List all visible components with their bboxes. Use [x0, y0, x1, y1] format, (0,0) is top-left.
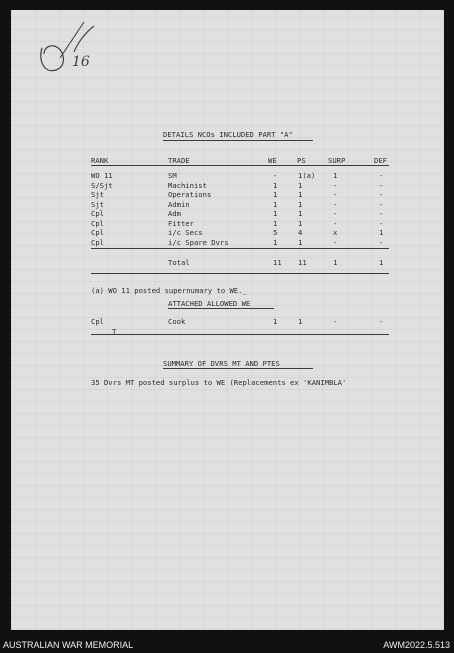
cell-we: 1: [273, 237, 278, 247]
footnote: (a) WO 11 posted supernumary to WE._: [91, 286, 247, 295]
handwritten-annotation: [34, 18, 104, 80]
attached-def: -: [379, 317, 384, 326]
cell-ps: 1: [298, 209, 303, 218]
cell-surp: -: [333, 218, 338, 228]
footer-reference: AWM2022.5.513: [383, 640, 450, 650]
cell-trade: Admin: [168, 199, 190, 209]
cell-we: 1: [273, 199, 278, 209]
column-header-def: DEF: [374, 156, 387, 165]
cell-def: -: [379, 218, 384, 228]
cell-trade: SM: [168, 171, 177, 180]
cell-trade: Machinist: [168, 180, 207, 190]
attached-heading-underline: [168, 308, 274, 309]
cell-def: -: [379, 180, 384, 190]
cell-trade: Adm: [168, 209, 181, 218]
cell-ps: 1(a): [298, 171, 316, 180]
cell-trade: Fitter: [168, 218, 194, 228]
cell-surp: -: [333, 209, 338, 218]
cell-surp: -: [333, 237, 338, 247]
total-ps: 11: [298, 258, 307, 267]
column-header-rank: RANK: [91, 156, 109, 165]
column-header-ps: PS: [297, 156, 306, 165]
cell-we: -: [273, 171, 278, 180]
cell-surp: 1: [333, 171, 338, 180]
total-bottom-rule: [91, 273, 389, 274]
cell-rank: Sjt: [91, 190, 104, 199]
cell-we: 1: [273, 180, 278, 190]
cell-def: -: [379, 209, 384, 218]
cell-ps: 1: [298, 218, 303, 228]
attached-trade: Cook: [168, 317, 186, 326]
cell-ps: 1: [298, 199, 303, 209]
cell-surp: -: [333, 199, 338, 209]
cell-surp: -: [333, 190, 338, 199]
cell-trade: i/c Secs: [168, 228, 203, 237]
cell-rank: Cpl: [91, 228, 104, 237]
summary-text: 35 Dvrs MT posted surplus to WE (Replacements ex 'KANIMBLA': [91, 378, 347, 387]
cell-surp: -: [333, 180, 338, 190]
header-underline: [91, 165, 389, 166]
total-we: 11: [273, 258, 282, 267]
summary-underline: [163, 368, 313, 369]
column-header-surp: SURP: [328, 156, 346, 165]
cell-ps: 4: [298, 228, 303, 237]
cell-def: 1: [379, 228, 384, 237]
cell-we: 1: [273, 190, 278, 199]
column-header-we: WE: [268, 156, 277, 165]
cell-rank: Cpl: [91, 237, 104, 247]
page-heading: DETAILS NCOs INCLUDED PART "A": [163, 130, 293, 139]
cell-we: 1: [273, 209, 278, 218]
attached-surp: -: [333, 317, 338, 326]
cell-def: -: [379, 237, 384, 247]
document-page: [11, 10, 444, 630]
cell-rank: Cpl: [91, 209, 104, 218]
total-label: Total: [168, 258, 190, 267]
cell-rank: Cpl: [91, 218, 104, 228]
total-top-rule: [91, 248, 389, 249]
cell-def: -: [379, 171, 384, 180]
summary-heading: SUMMARY OF DVRS MT AND PTES: [163, 359, 280, 368]
attached-mark: T: [112, 327, 117, 336]
cell-rank: WO 11: [91, 171, 113, 180]
column-header-trade: TRADE: [168, 156, 190, 165]
cell-we: 1: [273, 218, 278, 228]
cell-trade: i/c Spare Dvrs: [168, 237, 229, 247]
cell-trade: Operations: [168, 190, 212, 199]
cell-ps: 1: [298, 190, 303, 199]
cell-def: -: [379, 199, 384, 209]
cell-rank: S/Sjt: [91, 180, 113, 190]
cell-ps: 1: [298, 237, 303, 247]
cell-rank: Sjt: [91, 199, 104, 209]
total-def: 1: [379, 258, 384, 267]
attached-heading: ATTACHED ALLOWED WE: [168, 299, 251, 308]
svg-text:16: 16: [72, 54, 90, 70]
attached-we: 1: [273, 317, 278, 326]
heading-underline: [163, 140, 313, 141]
cell-we: 5: [273, 228, 278, 237]
attached-rule: [91, 334, 389, 335]
cell-ps: 1: [298, 180, 303, 190]
total-surp: 1: [333, 258, 338, 267]
attached-rank: Cpl: [91, 317, 104, 326]
attached-ps: 1: [298, 317, 303, 326]
footer-credit: AUSTRALIAN WAR MEMORIAL: [3, 640, 134, 650]
cell-surp: x: [333, 228, 338, 237]
cell-def: -: [379, 190, 384, 199]
